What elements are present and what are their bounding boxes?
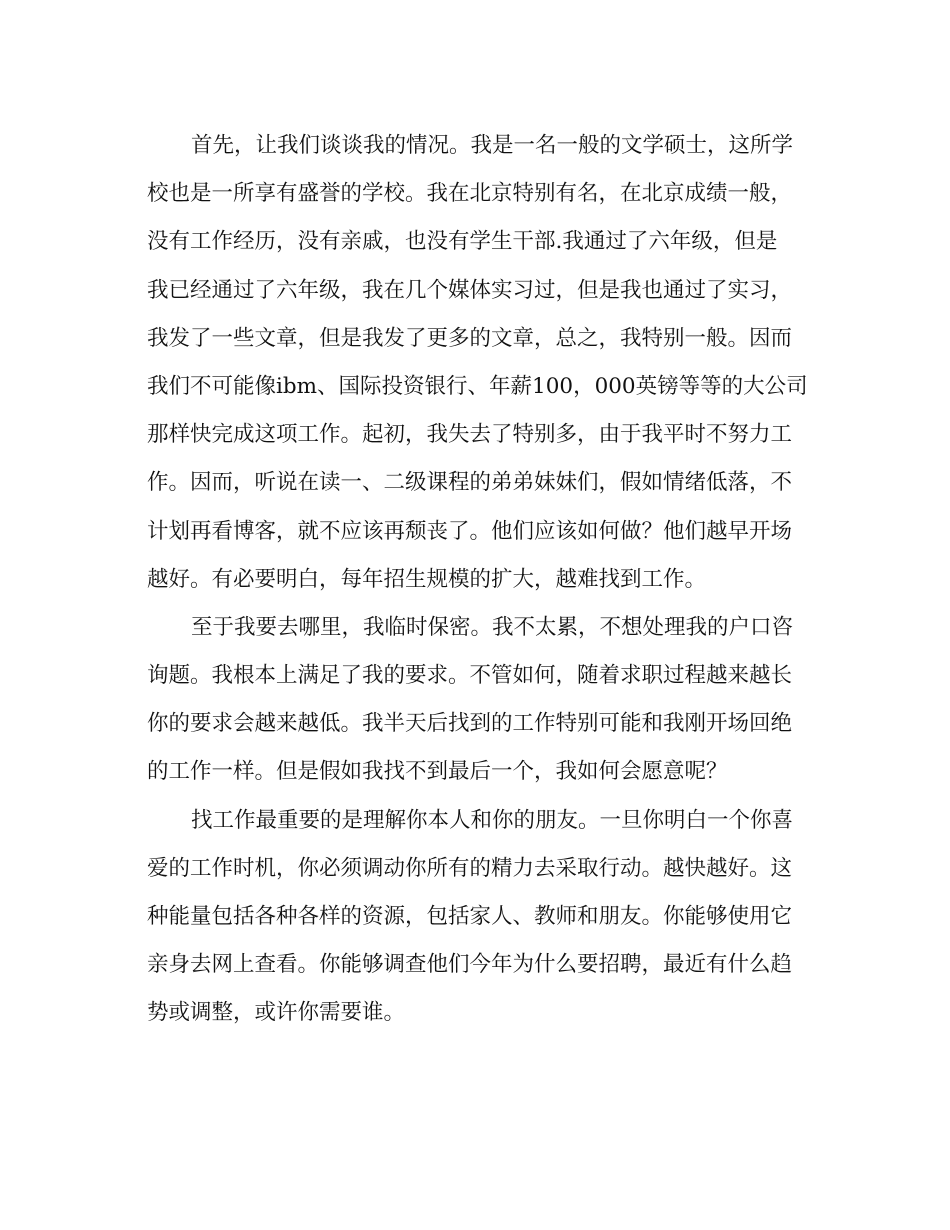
paragraph-line: 爱的工作时机，你必须调动你所有的精力去采取行动。越快越好。这 bbox=[147, 855, 793, 881]
paragraph-3 bbox=[147, 797, 813, 1038]
paragraph-line: 越好。有必要明白，每年招生规模的扩大，越难找到工作。 bbox=[147, 566, 707, 592]
paragraph-line: 的工作一样。但是假如我找不到最后一个，我如何会愿意呢？ bbox=[147, 759, 728, 785]
paragraph-2 bbox=[147, 604, 813, 797]
paragraph-line: 势或调整，或许你需要谁。 bbox=[147, 1000, 406, 1026]
document-body bbox=[147, 122, 813, 1038]
paragraph-line: 我们不可能像ibm、国际投资银行、年薪100，000英镑等等的大公司 bbox=[147, 373, 808, 399]
paragraph-line: 作。因而，听说在读一、二级课程的弟弟妹妹们，假如情绪低落，不 bbox=[147, 470, 793, 496]
paragraph-line: 种能量包括各种各样的资源，包括家人、教师和朋友。你能够使用它 bbox=[147, 904, 793, 929]
paragraph-1 bbox=[147, 122, 813, 604]
paragraph-line: 校也是一所享有盛誉的学校。我在北京特别有名，在北京成绩一般， bbox=[147, 181, 793, 207]
paragraph-line: 你的要求会越来越低。我半天后找到的工作特别可能和我刚开场回绝 bbox=[147, 711, 793, 737]
paragraph-line: 没有工作经历，没有亲戚，也没有学生干部.我通过了六年级，但是 bbox=[147, 229, 778, 255]
paragraph-line: 至于我要去哪里，我临时保密。我不太累，不想处理我的户口咨 bbox=[191, 614, 794, 640]
paragraph-line: 我发了一些文章，但是我发了更多的文章，总之，我特别一般。因而 bbox=[147, 325, 793, 351]
paragraph-line: 那样快完成这项工作。起初，我失去了特别多，由于我平时不努力工 bbox=[147, 422, 793, 448]
paragraph-line: 询题。我根本上满足了我的要求。不管如何，随着求职过程越来越长 bbox=[147, 663, 793, 689]
paragraph-line: 找工作最重要的是理解你本人和你的朋友。一旦你明白一个你喜 bbox=[191, 807, 794, 833]
paragraph-line: 我已经通过了六年级，我在几个媒体实习过，但是我也通过了实习， bbox=[147, 277, 793, 303]
paragraph-line: 首先，让我们谈谈我的情况。我是一名一般的文学硕士，这所学 bbox=[191, 133, 794, 158]
paragraph-line: 计划再看博客，就不应该再颓丧了。他们应该如何做？他们越早开场 bbox=[147, 518, 793, 544]
paragraph-line: 亲身去网上查看。你能够调查他们今年为什么要招聘，最近有什么趋 bbox=[147, 952, 793, 978]
